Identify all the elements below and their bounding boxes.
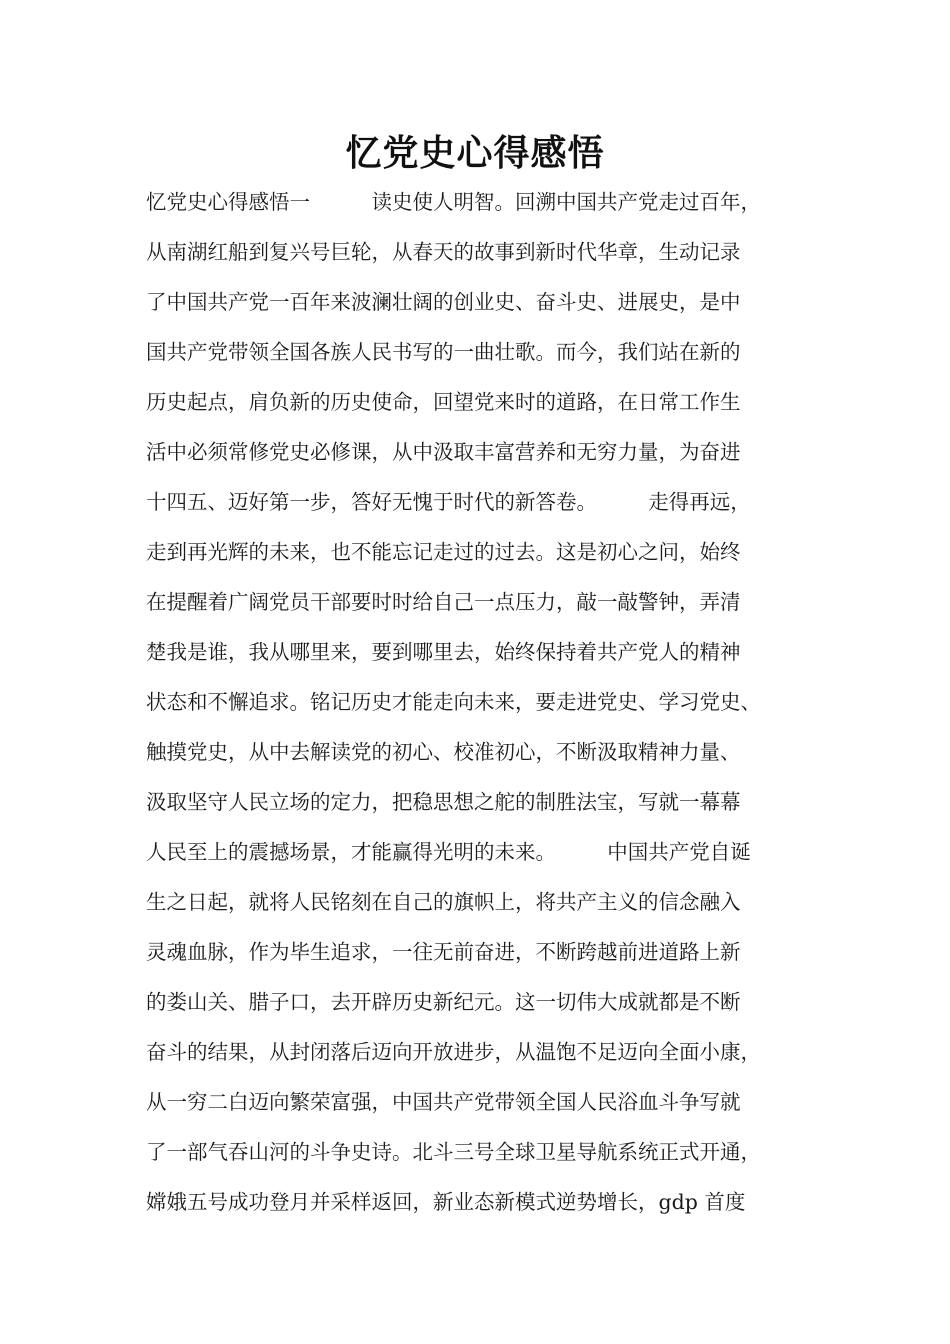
body-line: 国共产党带领全国各族人民书写的一曲壮歌。而今，我们站在新的 (146, 340, 741, 364)
body-line: 忆党史心得感悟一 读史使人明智。回溯中国共产党走过百年， (146, 190, 761, 214)
body-line: 生之日起，就将人民铭刻在自己的旗帜上，将共产主义的信念融入 (146, 890, 741, 914)
body-line: 活中必须常修党史必修课，从中汲取丰富营养和无穷力量，为奋进 (146, 440, 741, 464)
body-line: 了一部气吞山河的斗争史诗。北斗三号全球卫星导航系统正式开通， (146, 1140, 761, 1164)
body-line: 汲取坚守人民立场的定力，把稳思想之舵的制胜法宝，写就一幕幕 (146, 790, 741, 814)
body-line: 嫦娥五号成功登月并采样返回，新业态新模式逆势增长，gdp 首度 (146, 1190, 746, 1214)
body-line: 灵魂血脉，作为毕生追求，一往无前奋进，不断跨越前进道路上新 (146, 940, 741, 964)
body-line: 历史起点，肩负新的历史使命，回望党来时的道路，在日常工作生 (146, 390, 741, 414)
body-line: 人民至上的震撼场景，才能赢得光明的未来。 中国共产党自诞 (146, 840, 751, 864)
document-title: 忆党史心得感悟 (345, 133, 605, 174)
body-line: 从南湖红船到复兴号巨轮，从春天的故事到新时代华章，生动记录 (146, 240, 741, 264)
body-line: 奋斗的结果，从封闭落后迈向开放进步，从温饱不足迈向全面小康， (146, 1040, 761, 1064)
body-line: 了中国共产党一百年来波澜壮阔的创业史、奋斗史、进展史，是中 (146, 290, 741, 314)
body-line: 的娄山关、腊子口，去开辟历史新纪元。这一切伟大成就都是不断 (146, 990, 741, 1014)
body-line: 十四五、迈好第一步，答好无愧于时代的新答卷。 走得再远， (146, 490, 751, 514)
body-line: 楚我是谁，我从哪里来，要到哪里去，始终保持着共产党人的精神 (146, 640, 741, 664)
body-line: 状态和不懈追求。铭记历史才能走向未来，要走进党史、学习党史、 (146, 690, 761, 714)
document-body (146, 177, 826, 1227)
body-line: 从一穷二白迈向繁荣富强，中国共产党带领全国人民浴血斗争写就 (146, 1090, 741, 1114)
body-line: 走到再光辉的未来，也不能忘记走过的过去。这是初心之问，始终 (146, 540, 741, 564)
body-line: 触摸党史，从中去解读党的初心、校准初心，不断汲取精神力量、 (146, 740, 741, 764)
body-line: 在提醒着广阔党员干部要时时给自己一点压力，敲一敲警钟，弄清 (146, 590, 741, 614)
